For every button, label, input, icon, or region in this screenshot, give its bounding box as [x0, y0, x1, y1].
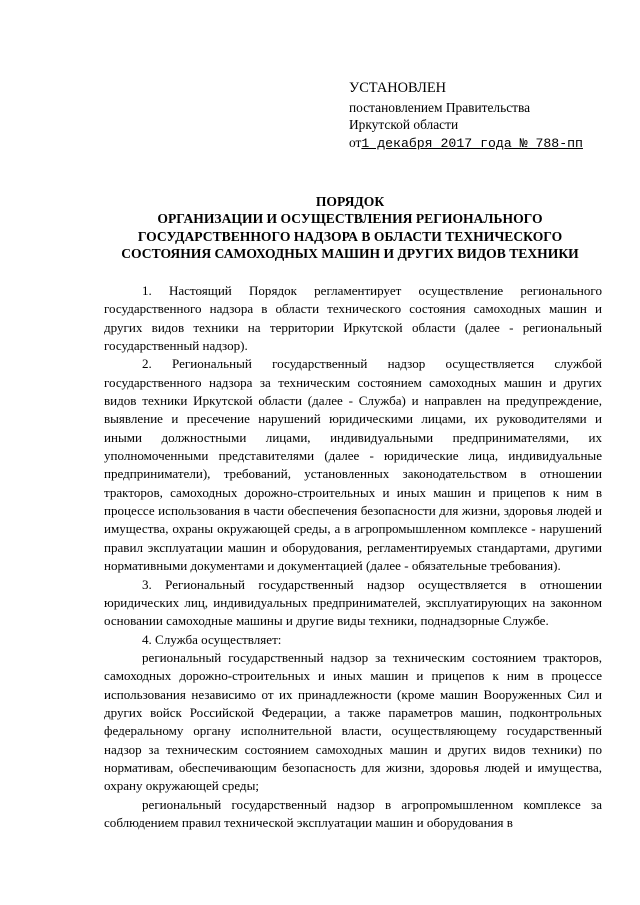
paragraph-1: 1. Настоящий Порядок регламентирует осуществление регионального государственного надзора в области технического состояния самоходных машин и других видов техники на территории Иркутской области (далее - региональный государственный надзор). [104, 283, 602, 354]
document-title [90, 193, 610, 263]
approval-stamp [349, 80, 583, 152]
approval-date-line [349, 134, 583, 153]
title-line-3: ГОСУДАРСТВЕННОГО НАДЗОРА В ОБЛАСТИ ТЕХНИЧЕСКОГО [137, 228, 563, 244]
title-line-2: ОРГАНИЗАЦИИ И ОСУЩЕСТВЛЕНИЯ РЕГИОНАЛЬНОГО [157, 211, 543, 227]
paragraph-2: 2. Региональный государственный надзор осуществляется службой государственного надзора за техническим состоянием самоходных машин и других видов техники Иркутской области (далее - Служба) и направлен на предупреждение, выявление и пресечение нарушений юридическими лицами, их руководителями и иными должностными лицами, индивидуальными предпринимателями, их уполномоченными представителями (далее - юридические лица, индивидуальные предприниматели), требований, установленных законодательством в отношении тракторов, самоходных дорожно-строительных и иных машин и прицепов к ним в процессе использования в части обеспечения безопасности для жизни, здоровья людей и имущества, охраны окружающей среды, а в агропромышленном комплексе - нарушений правил эксплуатации машин и оборудования, регламентируемых стандартами, другими нормативными документами и документацией (далее - обязательные требования). [104, 356, 602, 574]
title-line-1: ПОРЯДОК [315, 194, 385, 209]
title-line-4: СОСТОЯНИЯ САМОХОДНЫХ МАШИН И ДРУГИХ ВИДОВ ТЕХНИКИ [121, 246, 579, 262]
document-body [104, 282, 602, 832]
approval-date-value: 1 декабря 2017 года № 788-пп [361, 135, 583, 151]
approval-line-1: постановлением Правительства [349, 99, 531, 115]
paragraph-5: региональный государственный надзор за техническим состоянием тракторов, самоходных дорожно-строительных и иных машин и прицепов к ним в процессе использования независимо от их принадлежности (кроме машин Вооруженных Сил и других войск Российской Федерации, а также параметров машин, подконтрольных федеральному органу исполнительной власти, осуществляющему государственный надзор за техническим состоянием самоходных машин и других видов техники) по нормативам, обеспечивающим безопасность для жизни, здоровья людей и имущества, охрану окружающей среды; [104, 649, 602, 794]
approval-date-prefix: от [349, 134, 362, 150]
approval-line-2: Иркутской области [349, 117, 459, 133]
approval-heading: УСТАНОВЛЕН [349, 80, 447, 96]
paragraph-6: региональный государственный надзор в агропромышленном комплексе за соблюдением правил технической эксплуатации машин и оборудования в [104, 796, 602, 830]
paragraph-3: 3. Региональный государственный надзор осуществляется в отношении юридических лиц, индивидуальных предпринимателей, эксплуатирующих на законном основании самоходные машины и другие виды техники, поднадзорные Службе. [104, 576, 602, 629]
paragraph-4: 4. Служба осуществляет: [142, 631, 282, 647]
